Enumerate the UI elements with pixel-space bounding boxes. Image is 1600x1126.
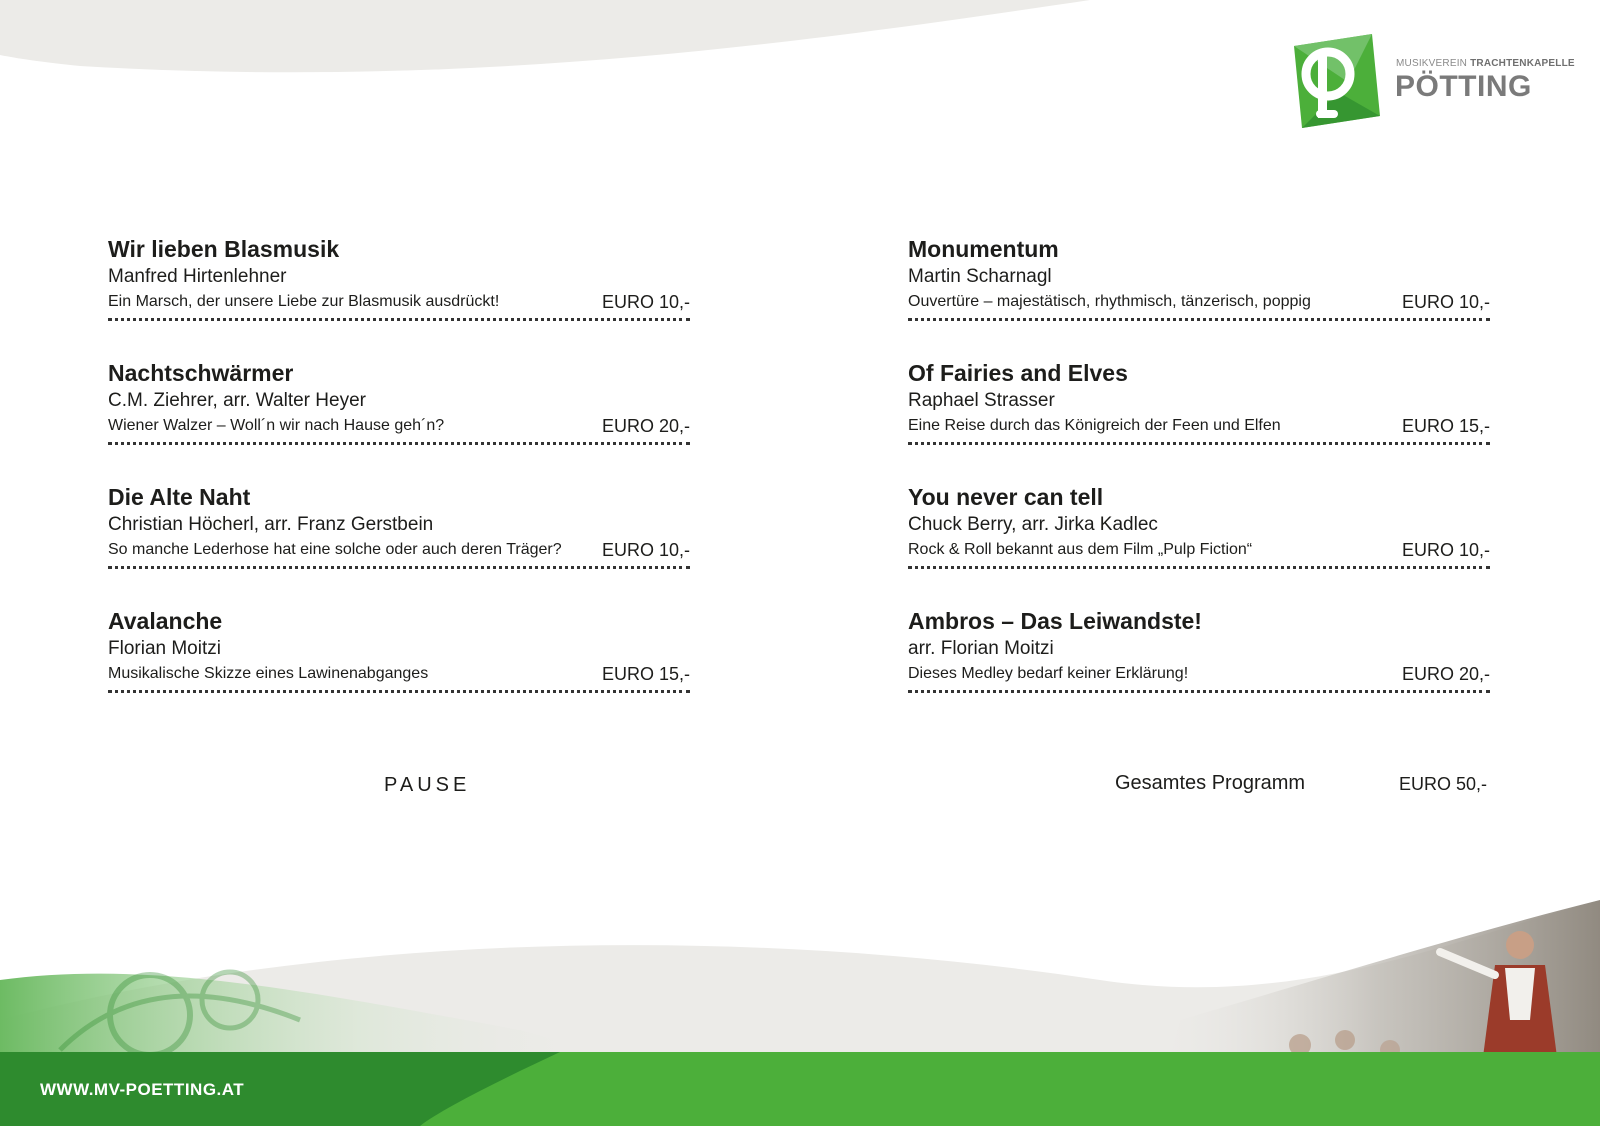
piece-description: Eine Reise durch das Königreich der Feen und Elfen — [908, 417, 1281, 434]
piece-description: Ouvertüre – majestätisch, rhythmisch, tänzerisch, poppig — [908, 293, 1311, 310]
logo-name: PÖTTING — [1395, 70, 1532, 103]
website-link[interactable]: WWW.MV-POETTING.AT — [40, 1080, 245, 1099]
piece-detail-row — [108, 290, 690, 321]
piece-composer: Manfred Hirtenlehner — [108, 266, 287, 287]
program-item — [108, 234, 690, 321]
piece-price: EURO 20,- — [1401, 664, 1490, 684]
brand-logo — [1288, 32, 1578, 132]
piece-title: Wir lieben Blasmusik — [108, 236, 340, 262]
piece-composer: Chuck Berry, arr. Jirka Kadlec — [908, 514, 1158, 535]
piece-composer: arr. Florian Moitzi — [908, 638, 1054, 659]
piece-title: Avalanche — [108, 608, 223, 634]
piece-title: Nachtschwärmer — [108, 360, 294, 386]
piece-title: Monumentum — [908, 236, 1059, 262]
total-program-label: Gesamtes Programm — [1115, 772, 1306, 794]
piece-description: Rock & Roll bekannt aus dem Film „Pulp Fiction“ — [908, 541, 1253, 558]
piece-detail-row — [108, 538, 690, 569]
piece-detail-row — [908, 290, 1490, 321]
piece-title: You never can tell — [908, 484, 1104, 510]
piece-description: So manche Lederhose hat eine solche oder auch deren Träger? — [108, 541, 562, 558]
program-column-left — [108, 234, 690, 730]
piece-title: Ambros – Das Leiwandste! — [908, 608, 1202, 634]
program-column-right — [908, 234, 1490, 730]
piece-composer: Florian Moitzi — [108, 638, 221, 659]
piece-composer: C.M. Ziehrer, arr. Walter Heyer — [108, 390, 366, 411]
program-item — [108, 358, 690, 445]
piece-composer: Raphael Strasser — [908, 390, 1055, 411]
program-item — [908, 482, 1490, 569]
piece-title: Of Fairies and Elves — [908, 360, 1128, 386]
piece-detail-row — [908, 662, 1490, 693]
piece-price: EURO 15,- — [1401, 416, 1490, 436]
piece-price: EURO 10,- — [601, 292, 690, 312]
piece-description: Musikalische Skizze eines Lawinenabganges — [108, 665, 429, 682]
piece-detail-row — [108, 414, 690, 445]
piece-detail-row — [908, 414, 1490, 445]
piece-description: Ein Marsch, der unsere Liebe zur Blasmusik ausdrückt! — [108, 293, 500, 310]
piece-detail-row — [108, 662, 690, 693]
piece-composer: Christian Höcherl, arr. Franz Gerstbein — [108, 514, 434, 535]
piece-composer: Martin Scharnagl — [908, 266, 1052, 287]
piece-title: Die Alte Naht — [108, 484, 251, 510]
piece-description: Wiener Walzer – Woll´n wir nach Hause geh´n? — [108, 417, 445, 434]
piece-price: EURO 10,- — [601, 540, 690, 560]
piece-price: EURO 10,- — [1401, 292, 1490, 312]
program-item — [908, 234, 1490, 321]
program-item — [908, 606, 1490, 693]
piece-price: EURO 15,- — [601, 664, 690, 684]
pause-label: PAUSE — [384, 774, 471, 796]
logo-p-icon — [1288, 32, 1384, 132]
logo-subtitle: MUSIKVEREIN TRACHTENKAPELLE — [1396, 58, 1575, 69]
total-program-price: EURO 50,- — [1399, 774, 1488, 794]
program-item — [108, 482, 690, 569]
piece-detail-row — [908, 538, 1490, 569]
program-item — [108, 606, 690, 693]
piece-description: Dieses Medley bedarf keiner Erklärung! — [908, 665, 1189, 682]
piece-price: EURO 10,- — [1401, 540, 1490, 560]
piece-price: EURO 20,- — [601, 416, 690, 436]
program-item — [908, 358, 1490, 445]
